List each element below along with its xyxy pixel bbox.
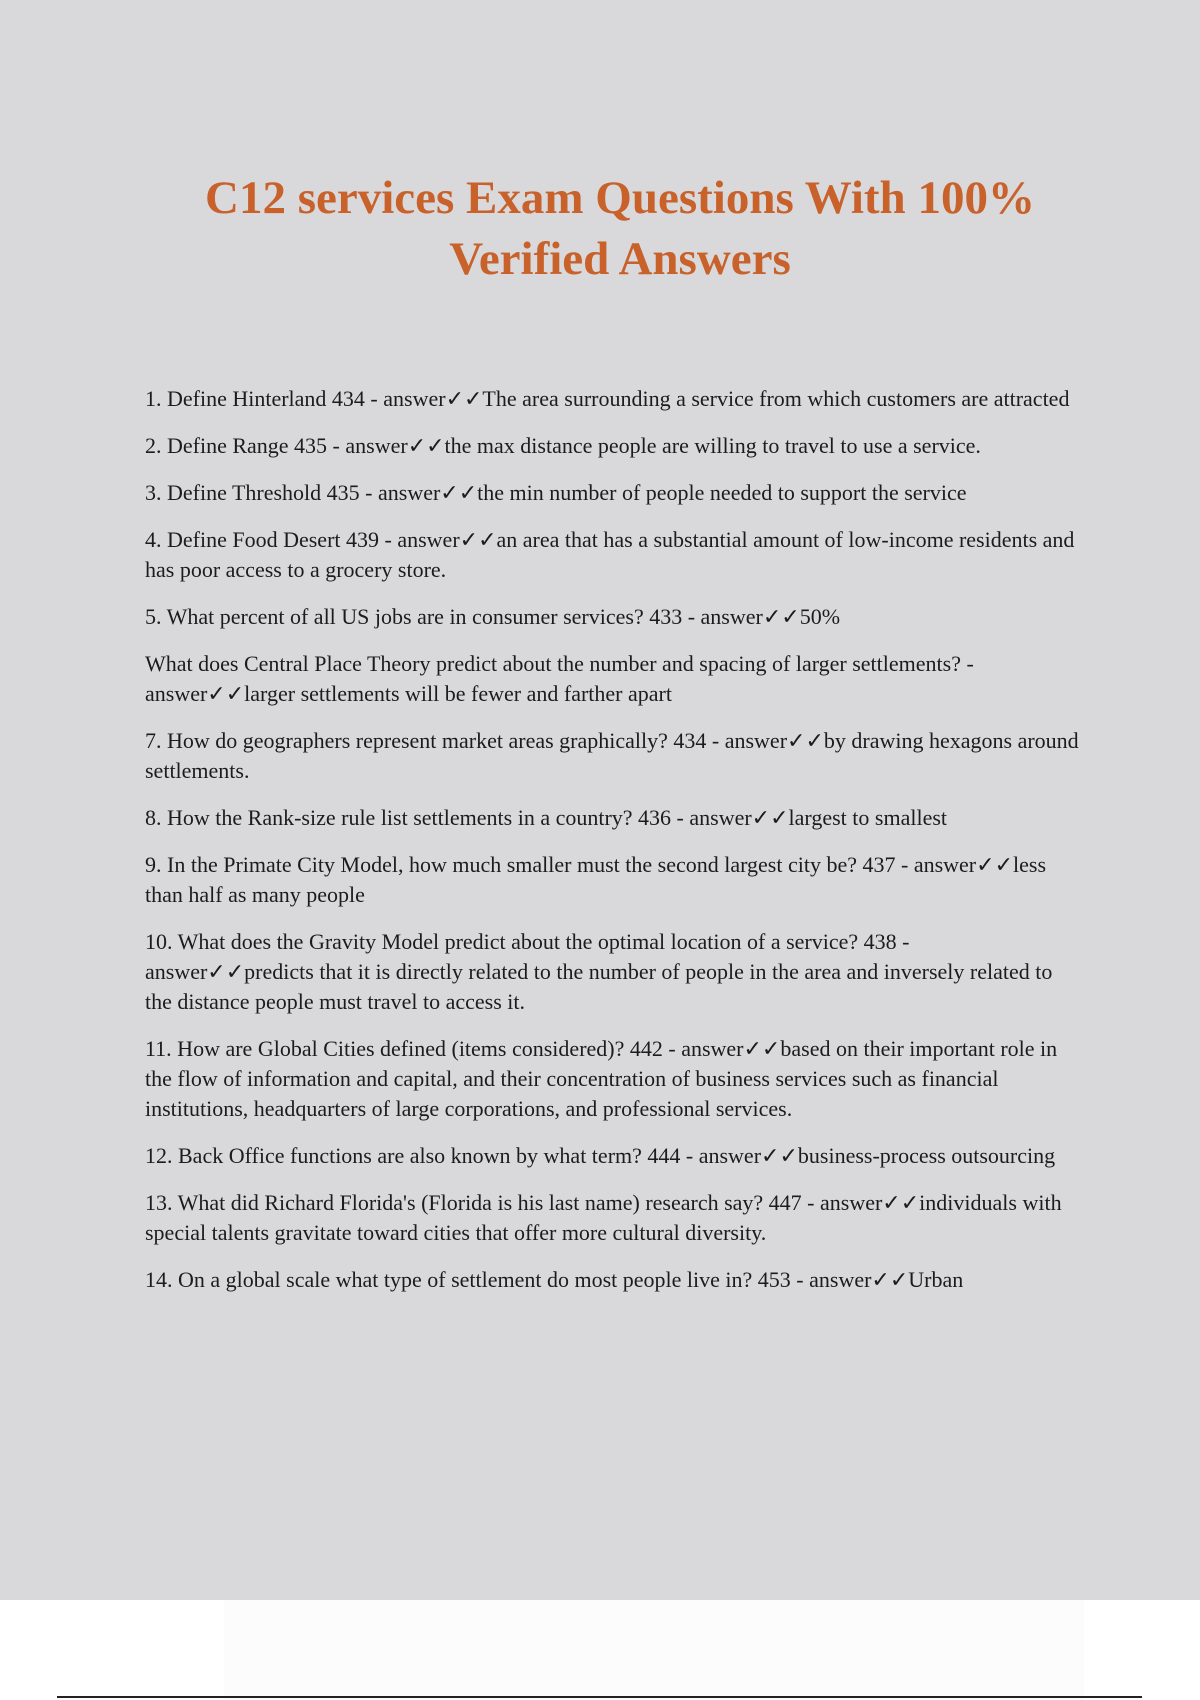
question-item-13: 13. What did Richard Florida's (Florida is his last name) research say? 447 - answer✓✓individuals with special talents gravitate toward cities that offer more cultural diversity.	[145, 1190, 1062, 1245]
question-item-4: 4. Define Food Desert 439 - answer✓✓an area that has a substantial amount of low-income residents and has poor access to a grocery store.	[145, 527, 1075, 582]
next-page-preview	[0, 1600, 1200, 1700]
question-item-11: 11. How are Global Cities defined (items considered)? 442 - answer✓✓based on their important role in the flow of information and capital, and their concentration of business services such as financial institutions, headquarters of large corporations, and professional services.	[145, 1036, 1058, 1121]
question-item-3: 3. Define Threshold 435 - answer✓✓the min number of people needed to support the service	[145, 480, 967, 505]
question-item-14: 14. On a global scale what type of settlement do most people live in? 453 - answer✓✓Urban	[145, 1267, 964, 1292]
question-item-2: 2. Define Range 435 - answer✓✓the max distance people are willing to travel to use a service.	[145, 433, 981, 458]
question-item-7: 7. How do geographers represent market areas graphically? 434 - answer✓✓by drawing hexagons around settlements.	[145, 728, 1079, 783]
footer-divider	[57, 1696, 1142, 1698]
question-item-6: What does Central Place Theory predict about the number and spacing of larger settlements? - answer✓✓larger settlements will be fewer and farther apart	[145, 651, 974, 706]
question-list	[145, 384, 1080, 1312]
question-item-1: 1. Define Hinterland 434 - answer✓✓The area surrounding a service from which customers are attracted	[145, 386, 1070, 411]
next-page-band	[224, 1600, 1084, 1700]
document-title: C12 services Exam Questions With 100% Verified Answers	[205, 172, 1035, 285]
question-item-8: 8. How the Rank-size rule list settlements in a country? 436 - answer✓✓largest to smallest	[145, 805, 948, 830]
question-item-10: 10. What does the Gravity Model predict about the optimal location of a service? 438 - answer✓✓predicts that it is directly related to the number of people in the area and inversely related to the distance people must travel to access it.	[145, 929, 1053, 1014]
question-item-9: 9. In the Primate City Model, how much smaller must the second largest city be? 437 - answer✓✓less than half as many people	[145, 852, 1047, 907]
question-item-12: 12. Back Office functions are also known by what term? 444 - answer✓✓business-process outsourcing	[145, 1143, 1056, 1168]
question-item-5: 5. What percent of all US jobs are in consumer services? 433 - answer✓✓50%	[145, 604, 841, 629]
